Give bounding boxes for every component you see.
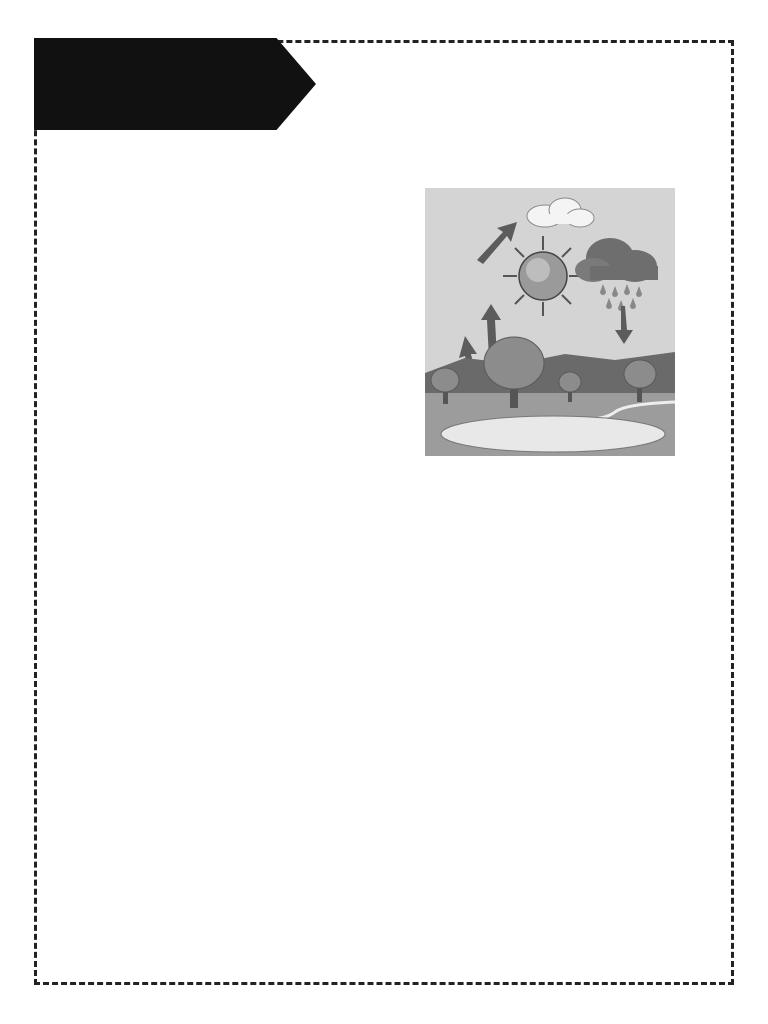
lake [441, 416, 665, 452]
water-cycle-illustration [425, 188, 675, 456]
task-banner [34, 38, 316, 130]
sun-icon [503, 236, 583, 316]
dashed-border [34, 40, 734, 985]
water-cycle-diagram [425, 188, 675, 456]
